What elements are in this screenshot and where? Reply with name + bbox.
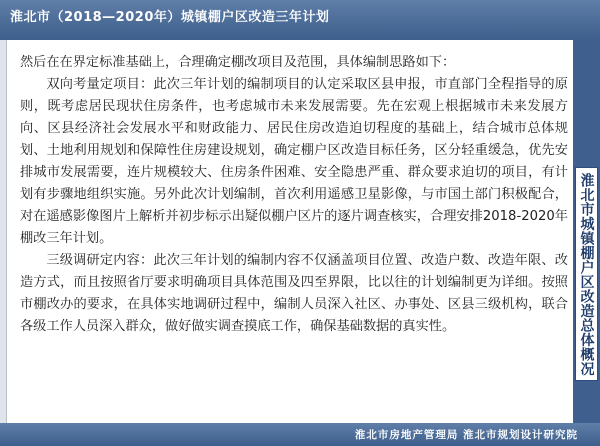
content-page bbox=[6, 40, 574, 423]
paragraph-survey-content: 三级调研定内容：此次三年计划的编制内容不仅涵盖项目位置、改造户数、改造年限、改造方式，而且按照省厅要求明确项目具体范围及四至界限，比以往的计划编制更为详细。按照市棚改办的要求，在具体实地调研过程中，编制人员深入社区、办事处、区县三级机构，联合各级工作人员深入群众，做好做实调查摸底工作，确保基础数据的真实性。 bbox=[20, 253, 568, 334]
footer-bar bbox=[0, 423, 600, 446]
sidebar-tab-label: 淮北市城镇棚户区改造总体概况 bbox=[578, 172, 595, 376]
footer-credit: 淮北市房地产管理局 淮北市规划设计研究院 bbox=[354, 429, 578, 441]
sidebar-tab-overview[interactable] bbox=[575, 167, 598, 381]
paragraph-project-selection: 双向考量定项目：此次三年计划的编制项目的认定采取区县申报，市直部门全程指导的原则，既考虑居民现状住房条件，也考虑城市未来发展需要。先在宏观上根据城市未来发展方向、区县经济社会发展水平和财政能力、居民住房改造迫切程度的基础上，结合城市总体规划、土地利用规划和保障性住房建设规划，确定棚户区改造目标任务，区分轻重缓急，优先安排城市发展需要，连片规模较大、住房条件困难、安全隐患严重、群众要求迫切的项目，有计划有步骤地组织实施。另外此次计划编制，首次利用遥感卫星影像，与市国土部门积极配合，对在遥感影像图片上解析并初步标示出疑似棚户区片的逐片调查核实，合理安排2018-2020年棚改三年计划。 bbox=[20, 77, 568, 246]
intro-paragraph: 然后在在界定标准基础上，合理确定棚改项目及范围，具体编制思路如下： bbox=[20, 55, 456, 70]
body-text bbox=[20, 52, 568, 338]
header-bar bbox=[0, 0, 600, 40]
document-title: 淮北市（2018—2020年）城镇棚户区改造三年计划 bbox=[10, 10, 330, 25]
